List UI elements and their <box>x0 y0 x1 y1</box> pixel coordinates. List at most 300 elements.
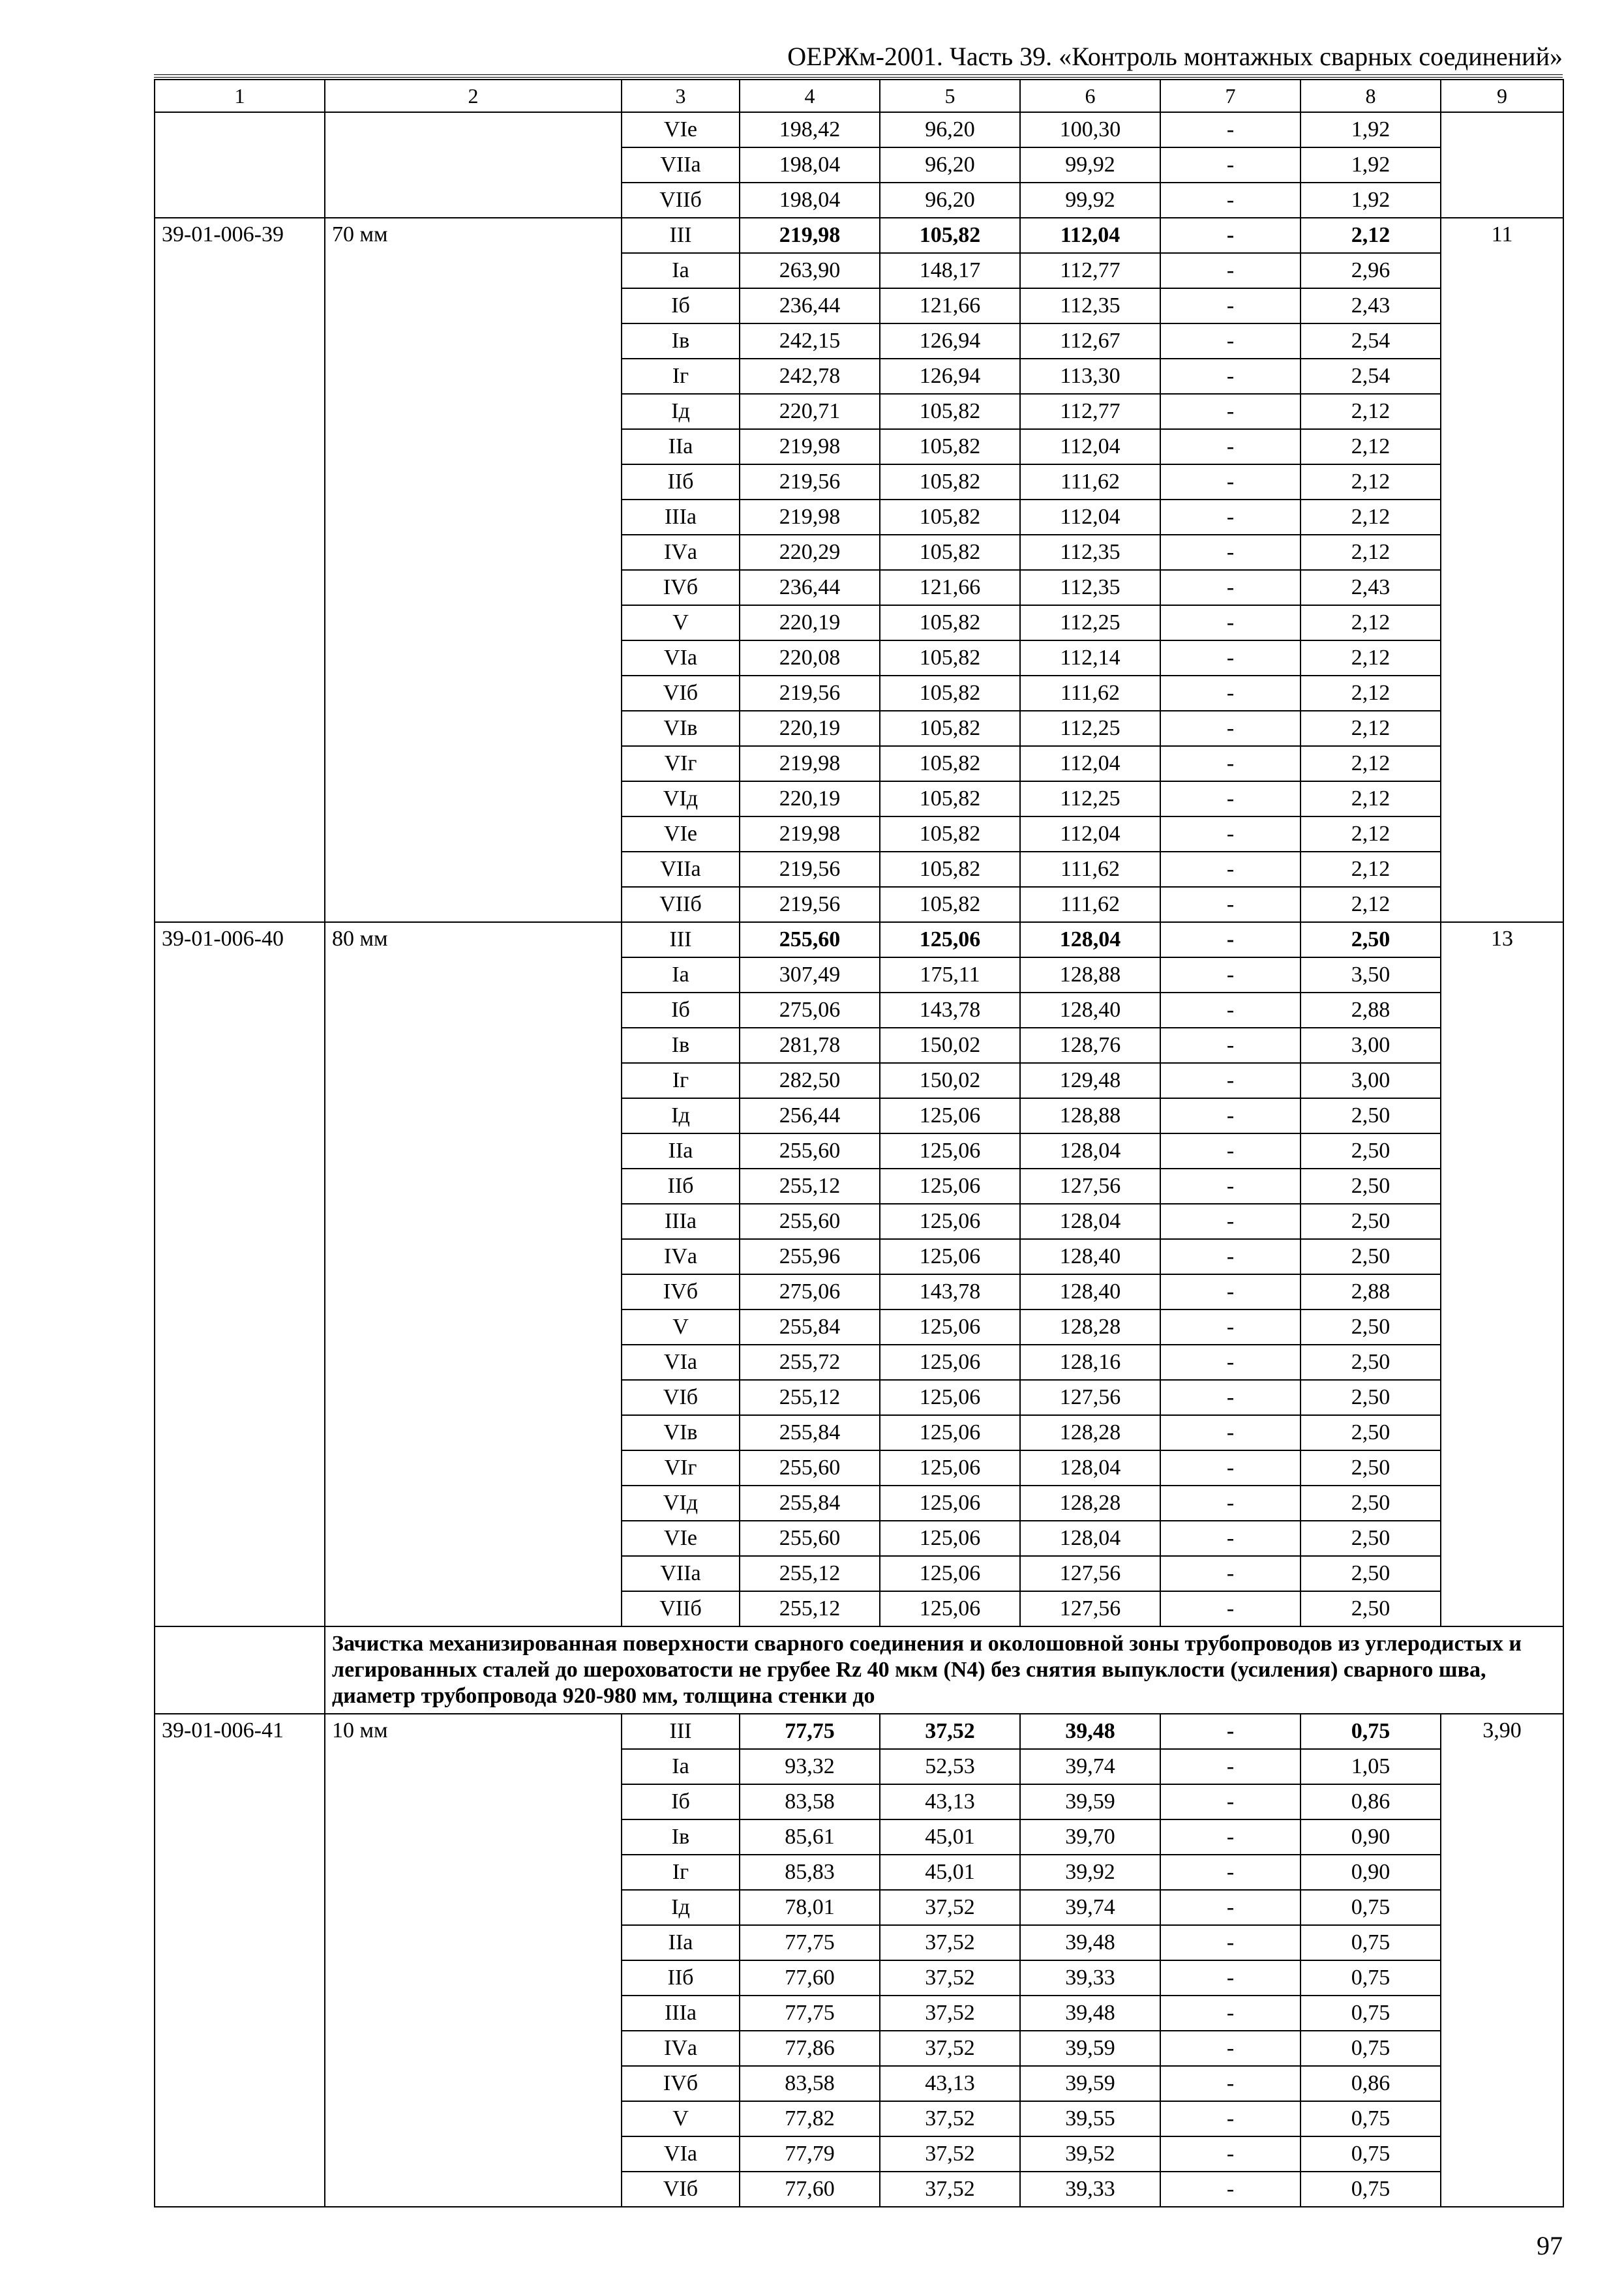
cell-total: 255,60 <box>740 1204 880 1239</box>
cell-labor-cost: 1,92 <box>1301 183 1441 218</box>
cell-labor: 126,94 <box>880 359 1020 394</box>
cell-materials: - <box>1160 2031 1301 2066</box>
column-number-row <box>155 80 1563 112</box>
cell-labor: 105,82 <box>880 746 1020 781</box>
column-number: 1 <box>155 80 325 112</box>
cell-labor-cost: 0,75 <box>1301 2101 1441 2136</box>
cell-index: VIIб <box>622 887 740 922</box>
column-number: 5 <box>880 80 1020 112</box>
cell-materials: - <box>1160 464 1301 500</box>
cell-labor-cost: 2,12 <box>1301 746 1441 781</box>
cell-materials: - <box>1160 1521 1301 1556</box>
cell-machines: 111,62 <box>1020 464 1160 500</box>
cell-index: Iд <box>622 1890 740 1925</box>
cell-machines: 39,59 <box>1020 1784 1160 1819</box>
cell-total: 77,86 <box>740 2031 880 2066</box>
cell-total: 255,60 <box>740 1450 880 1486</box>
cell-machines: 128,40 <box>1020 993 1160 1028</box>
cell-machines: 128,88 <box>1020 957 1160 993</box>
cell-labor-cost: 2,12 <box>1301 640 1441 676</box>
cell-index: Iа <box>622 253 740 288</box>
cell-labor: 125,06 <box>880 1309 1020 1345</box>
cell-labor: 37,52 <box>880 2136 1020 2172</box>
cell-materials: - <box>1160 1960 1301 1996</box>
cell-labor-cost: 0,75 <box>1301 1714 1441 1749</box>
cell-materials: - <box>1160 1819 1301 1855</box>
cell-index: VIа <box>622 2136 740 2172</box>
column-number: 8 <box>1301 80 1441 112</box>
cell-index: VIв <box>622 711 740 746</box>
cell-labor-cost: 0,75 <box>1301 1925 1441 1960</box>
cell-machines: 99,92 <box>1020 183 1160 218</box>
cell-machines: 111,62 <box>1020 852 1160 887</box>
cell-materials: - <box>1160 500 1301 535</box>
cell-materials: - <box>1160 711 1301 746</box>
cell-labor: 52,53 <box>880 1749 1020 1784</box>
cell-index: VIIб <box>622 183 740 218</box>
cell-labor-cost: 2,50 <box>1301 1169 1441 1204</box>
cell-labor: 121,66 <box>880 570 1020 605</box>
cell-index: Iв <box>622 323 740 359</box>
page-number: 97 <box>1537 2231 1563 2260</box>
cell-labor: 126,94 <box>880 323 1020 359</box>
column-number: 3 <box>622 80 740 112</box>
cell-labor-cost: 2,50 <box>1301 1486 1441 1521</box>
cell-materials: - <box>1160 957 1301 993</box>
cell-materials: - <box>1160 183 1301 218</box>
cell-labor-cost: 1,92 <box>1301 112 1441 147</box>
cell-labor: 125,06 <box>880 1133 1020 1169</box>
cell-materials: - <box>1160 676 1301 711</box>
cell-machines: 112,04 <box>1020 816 1160 852</box>
cell-labor: 45,01 <box>880 1855 1020 1890</box>
cell-machines: 128,28 <box>1020 1309 1160 1345</box>
cell-labor-cost: 3,00 <box>1301 1063 1441 1098</box>
cell-labor: 125,06 <box>880 1521 1020 1556</box>
cell-index: IVа <box>622 2031 740 2066</box>
cell-total: 275,06 <box>740 1274 880 1309</box>
cell-machines: 112,25 <box>1020 711 1160 746</box>
cell-labor-cost: 2,50 <box>1301 1098 1441 1133</box>
cell-labor: 125,06 <box>880 1204 1020 1239</box>
table-body <box>155 80 1563 2207</box>
cell-index: VIб <box>622 1380 740 1415</box>
cell-description: 70 мм <box>325 218 622 922</box>
cell-labor-cost: 2,12 <box>1301 535 1441 570</box>
cell-machines: 128,40 <box>1020 1239 1160 1274</box>
cell-description: 80 мм <box>325 922 622 1626</box>
cell-materials: - <box>1160 1239 1301 1274</box>
cell-index: IIIа <box>622 500 740 535</box>
cell-labor-cost: 2,54 <box>1301 323 1441 359</box>
cell-machines: 112,25 <box>1020 605 1160 640</box>
cell-total: 77,60 <box>740 2172 880 2207</box>
cell-labor-cost: 0,75 <box>1301 1996 1441 2031</box>
cell-index: IIIа <box>622 1204 740 1239</box>
cell-labor-cost: 2,50 <box>1301 1309 1441 1345</box>
cell-machines: 127,56 <box>1020 1380 1160 1415</box>
cell-index: Iб <box>622 1784 740 1819</box>
cell-machines: 112,67 <box>1020 323 1160 359</box>
cell-total: 77,75 <box>740 1925 880 1960</box>
cell-machines: 127,56 <box>1020 1169 1160 1204</box>
cell-labor-cost: 2,12 <box>1301 816 1441 852</box>
cell-machines: 128,04 <box>1020 1450 1160 1486</box>
cell-materials: - <box>1160 781 1301 816</box>
cell-materials: - <box>1160 816 1301 852</box>
cell-labor: 37,52 <box>880 1996 1020 2031</box>
cell-total: 219,56 <box>740 464 880 500</box>
table-row <box>155 1714 1563 1749</box>
cell-machines: 128,04 <box>1020 1521 1160 1556</box>
cell-total: 85,83 <box>740 1855 880 1890</box>
cell-index: VIе <box>622 112 740 147</box>
cell-labor: 43,13 <box>880 2066 1020 2101</box>
cell-labor: 143,78 <box>880 1274 1020 1309</box>
cell-labor-cost: 3,50 <box>1301 957 1441 993</box>
cell-index: VIб <box>622 2172 740 2207</box>
cell-total: 83,58 <box>740 2066 880 2101</box>
cell-labor-cost: 2,50 <box>1301 1345 1441 1380</box>
cell-index: IVа <box>622 535 740 570</box>
cell-labor-cost: 0,90 <box>1301 1819 1441 1855</box>
cell-labor-cost: 2,50 <box>1301 1521 1441 1556</box>
column-number: 2 <box>325 80 622 112</box>
cell-labor-cost: 2,50 <box>1301 1239 1441 1274</box>
cell-total: 281,78 <box>740 1028 880 1063</box>
cell-total: 78,01 <box>740 1890 880 1925</box>
cell-machines: 112,35 <box>1020 570 1160 605</box>
cell-total: 219,98 <box>740 218 880 253</box>
cell-labor-cost: 2,12 <box>1301 852 1441 887</box>
column-number: 6 <box>1020 80 1160 112</box>
cell-labor-cost: 2,50 <box>1301 1591 1441 1626</box>
cell-machines: 39,52 <box>1020 2136 1160 2172</box>
cell-materials: - <box>1160 1890 1301 1925</box>
cell-total: 83,58 <box>740 1784 880 1819</box>
cell-multiplier <box>1441 112 1563 218</box>
cell-labor: 125,06 <box>880 1450 1020 1486</box>
cell-labor: 43,13 <box>880 1784 1020 1819</box>
cell-materials: - <box>1160 1380 1301 1415</box>
cell-materials: - <box>1160 1855 1301 1890</box>
cell-total: 236,44 <box>740 288 880 323</box>
cell-machines: 99,92 <box>1020 147 1160 183</box>
cell-total: 255,12 <box>740 1169 880 1204</box>
cell-labor-cost: 2,12 <box>1301 887 1441 922</box>
cell-materials: - <box>1160 2066 1301 2101</box>
cell-code: 39-01-006-40 <box>155 922 325 1626</box>
cell-labor: 105,82 <box>880 500 1020 535</box>
cell-total: 236,44 <box>740 570 880 605</box>
cell-materials: - <box>1160 535 1301 570</box>
cell-labor-cost: 0,90 <box>1301 1855 1441 1890</box>
cell-machines: 111,62 <box>1020 887 1160 922</box>
cell-machines: 39,74 <box>1020 1890 1160 1925</box>
cell-labor-cost: 2,50 <box>1301 1450 1441 1486</box>
cell-index: Iг <box>622 1063 740 1098</box>
cell-labor: 105,82 <box>880 535 1020 570</box>
cell-materials: - <box>1160 147 1301 183</box>
cell-total: 198,04 <box>740 147 880 183</box>
cell-total: 255,60 <box>740 1133 880 1169</box>
cell-materials: - <box>1160 1204 1301 1239</box>
cell-machines: 112,35 <box>1020 288 1160 323</box>
cell-index: VIб <box>622 676 740 711</box>
cell-labor-cost: 2,12 <box>1301 394 1441 429</box>
cell-labor: 37,52 <box>880 2172 1020 2207</box>
cell-materials: - <box>1160 394 1301 429</box>
running-header: ОЕРЖм-2001. Часть 39. «Контроль монтажных сварных соединений» <box>787 42 1563 71</box>
cell-total: 275,06 <box>740 993 880 1028</box>
cell-index: IIб <box>622 464 740 500</box>
cell-total: 255,84 <box>740 1415 880 1450</box>
cell-labor: 150,02 <box>880 1028 1020 1063</box>
cell-labor: 125,06 <box>880 1239 1020 1274</box>
cell-labor: 105,82 <box>880 852 1020 887</box>
header-rule <box>154 74 1563 78</box>
cell-total: 242,78 <box>740 359 880 394</box>
cell-total: 219,56 <box>740 887 880 922</box>
cell-labor-cost: 0,75 <box>1301 2031 1441 2066</box>
cell-materials: - <box>1160 1714 1301 1749</box>
cell-labor: 121,66 <box>880 288 1020 323</box>
cell-total: 255,84 <box>740 1309 880 1345</box>
cell-labor: 105,82 <box>880 887 1020 922</box>
cell-labor-cost: 0,86 <box>1301 1784 1441 1819</box>
cell-total: 219,98 <box>740 816 880 852</box>
cell-labor: 105,82 <box>880 218 1020 253</box>
cell-index: IIа <box>622 1133 740 1169</box>
cell-labor-cost: 2,50 <box>1301 1204 1441 1239</box>
cell-code: 39-01-006-41 <box>155 1714 325 2207</box>
cell-materials: - <box>1160 852 1301 887</box>
cell-machines: 39,59 <box>1020 2031 1160 2066</box>
cell-labor: 105,82 <box>880 605 1020 640</box>
cell-labor-cost: 2,88 <box>1301 1274 1441 1309</box>
cell-materials: - <box>1160 112 1301 147</box>
cell-index: III <box>622 922 740 957</box>
cell-index: VIе <box>622 816 740 852</box>
cell-labor: 37,52 <box>880 1925 1020 1960</box>
cell-machines: 128,04 <box>1020 922 1160 957</box>
cell-total: 77,75 <box>740 1714 880 1749</box>
cell-total: 220,19 <box>740 605 880 640</box>
cell-machines: 129,48 <box>1020 1063 1160 1098</box>
cell-description: 10 мм <box>325 1714 622 2207</box>
cell-materials: - <box>1160 1996 1301 2031</box>
cell-multiplier: 11 <box>1441 218 1563 922</box>
table-row <box>155 112 1563 147</box>
cell-materials: - <box>1160 1925 1301 1960</box>
cell-machines: 128,16 <box>1020 1345 1160 1380</box>
cell-index: IIб <box>622 1960 740 1996</box>
cell-index: VIг <box>622 1450 740 1486</box>
cell-labor-cost: 3,00 <box>1301 1028 1441 1063</box>
cell-index: Iг <box>622 1855 740 1890</box>
cell-labor: 150,02 <box>880 1063 1020 1098</box>
cell-index: VIд <box>622 1486 740 1521</box>
cell-index: Iв <box>622 1819 740 1855</box>
cell-index: VIа <box>622 640 740 676</box>
cell-machines: 112,04 <box>1020 429 1160 464</box>
cell-labor: 143,78 <box>880 993 1020 1028</box>
cell-materials: - <box>1160 429 1301 464</box>
section-spacer <box>155 1626 325 1714</box>
cell-materials: - <box>1160 359 1301 394</box>
cell-machines: 112,77 <box>1020 394 1160 429</box>
cell-materials: - <box>1160 1169 1301 1204</box>
cell-index: IVб <box>622 2066 740 2101</box>
cell-materials: - <box>1160 1309 1301 1345</box>
cell-labor: 125,06 <box>880 1591 1020 1626</box>
cell-materials: - <box>1160 1133 1301 1169</box>
section-header-row <box>155 1626 1563 1714</box>
cell-labor-cost: 2,12 <box>1301 500 1441 535</box>
cell-index: IVб <box>622 570 740 605</box>
cell-labor-cost: 2,50 <box>1301 1556 1441 1591</box>
cell-index: Iб <box>622 993 740 1028</box>
cell-total: 77,60 <box>740 1960 880 1996</box>
cell-index: Iа <box>622 1749 740 1784</box>
cell-labor: 125,06 <box>880 1345 1020 1380</box>
cell-machines: 112,35 <box>1020 535 1160 570</box>
cell-index: IVб <box>622 1274 740 1309</box>
cell-total: 85,61 <box>740 1819 880 1855</box>
cell-labor: 105,82 <box>880 816 1020 852</box>
cell-labor: 96,20 <box>880 183 1020 218</box>
cell-labor-cost: 2,12 <box>1301 464 1441 500</box>
cell-machines: 39,48 <box>1020 1714 1160 1749</box>
cell-machines: 111,62 <box>1020 676 1160 711</box>
cell-total: 255,60 <box>740 922 880 957</box>
cell-labor: 96,20 <box>880 147 1020 183</box>
cell-code <box>155 112 325 218</box>
cell-total: 307,49 <box>740 957 880 993</box>
cell-index: V <box>622 605 740 640</box>
cell-labor-cost: 2,54 <box>1301 359 1441 394</box>
cell-index: VIд <box>622 781 740 816</box>
cell-total: 255,96 <box>740 1239 880 1274</box>
cell-labor-cost: 2,43 <box>1301 288 1441 323</box>
cell-total: 263,90 <box>740 253 880 288</box>
cell-labor: 37,52 <box>880 2101 1020 2136</box>
cell-index: Iг <box>622 359 740 394</box>
cell-index: V <box>622 2101 740 2136</box>
cell-labor: 125,06 <box>880 1415 1020 1450</box>
cell-total: 198,42 <box>740 112 880 147</box>
cell-index: Iв <box>622 1028 740 1063</box>
cell-labor: 125,06 <box>880 922 1020 957</box>
cell-machines: 113,30 <box>1020 359 1160 394</box>
cell-machines: 127,56 <box>1020 1556 1160 1591</box>
cell-total: 198,04 <box>740 183 880 218</box>
cell-materials: - <box>1160 605 1301 640</box>
cell-machines: 128,28 <box>1020 1486 1160 1521</box>
cell-materials: - <box>1160 1450 1301 1486</box>
cell-labor-cost: 0,75 <box>1301 2136 1441 2172</box>
cell-labor: 37,52 <box>880 1960 1020 1996</box>
cell-labor: 37,52 <box>880 2031 1020 2066</box>
cell-materials: - <box>1160 2172 1301 2207</box>
cell-labor-cost: 0,75 <box>1301 1960 1441 1996</box>
cell-labor: 105,82 <box>880 781 1020 816</box>
cell-machines: 39,33 <box>1020 1960 1160 1996</box>
cell-total: 220,29 <box>740 535 880 570</box>
cell-total: 256,44 <box>740 1098 880 1133</box>
cell-materials: - <box>1160 746 1301 781</box>
cell-description <box>325 112 622 218</box>
cell-total: 255,12 <box>740 1380 880 1415</box>
cell-total: 220,08 <box>740 640 880 676</box>
cell-index: III <box>622 218 740 253</box>
cell-labor-cost: 2,12 <box>1301 781 1441 816</box>
cell-labor-cost: 2,50 <box>1301 1415 1441 1450</box>
cell-machines: 100,30 <box>1020 112 1160 147</box>
cell-machines: 128,76 <box>1020 1028 1160 1063</box>
cell-labor: 125,06 <box>880 1380 1020 1415</box>
cell-index: VIIб <box>622 1591 740 1626</box>
cell-labor-cost: 0,86 <box>1301 2066 1441 2101</box>
cell-labor: 105,82 <box>880 429 1020 464</box>
cell-labor: 125,06 <box>880 1486 1020 1521</box>
cell-machines: 112,14 <box>1020 640 1160 676</box>
cell-materials: - <box>1160 1415 1301 1450</box>
cell-total: 255,12 <box>740 1556 880 1591</box>
cell-machines: 112,04 <box>1020 500 1160 535</box>
cell-labor: 125,06 <box>880 1556 1020 1591</box>
table-row <box>155 922 1563 957</box>
cell-labor: 105,82 <box>880 640 1020 676</box>
cell-labor-cost: 2,50 <box>1301 1133 1441 1169</box>
cell-machines: 39,59 <box>1020 2066 1160 2101</box>
cell-total: 220,19 <box>740 781 880 816</box>
cell-total: 255,60 <box>740 1521 880 1556</box>
cell-total: 282,50 <box>740 1063 880 1098</box>
cell-labor-cost: 2,12 <box>1301 605 1441 640</box>
cell-total: 219,56 <box>740 676 880 711</box>
cell-materials: - <box>1160 993 1301 1028</box>
cell-total: 77,75 <box>740 1996 880 2031</box>
cell-labor: 125,06 <box>880 1169 1020 1204</box>
cell-total: 219,56 <box>740 852 880 887</box>
column-number: 9 <box>1441 80 1563 112</box>
cell-labor: 175,11 <box>880 957 1020 993</box>
cell-labor: 105,82 <box>880 676 1020 711</box>
cell-index: VIIа <box>622 147 740 183</box>
cell-total: 219,98 <box>740 500 880 535</box>
cell-index: IIа <box>622 429 740 464</box>
cell-machines: 39,33 <box>1020 2172 1160 2207</box>
cell-labor-cost: 2,12 <box>1301 711 1441 746</box>
cell-materials: - <box>1160 1345 1301 1380</box>
cell-labor: 37,52 <box>880 1890 1020 1925</box>
cell-labor: 45,01 <box>880 1819 1020 1855</box>
cell-index: IIIа <box>622 1996 740 2031</box>
cell-machines: 39,74 <box>1020 1749 1160 1784</box>
cell-labor-cost: 2,12 <box>1301 218 1441 253</box>
cell-index: VIа <box>622 1345 740 1380</box>
cell-index: VIг <box>622 746 740 781</box>
cell-total: 255,12 <box>740 1591 880 1626</box>
cell-labor: 148,17 <box>880 253 1020 288</box>
cell-materials: - <box>1160 1591 1301 1626</box>
cell-total: 219,98 <box>740 429 880 464</box>
cell-machines: 128,88 <box>1020 1098 1160 1133</box>
cell-machines: 128,04 <box>1020 1133 1160 1169</box>
cell-index: Iа <box>622 957 740 993</box>
cell-machines: 128,04 <box>1020 1204 1160 1239</box>
